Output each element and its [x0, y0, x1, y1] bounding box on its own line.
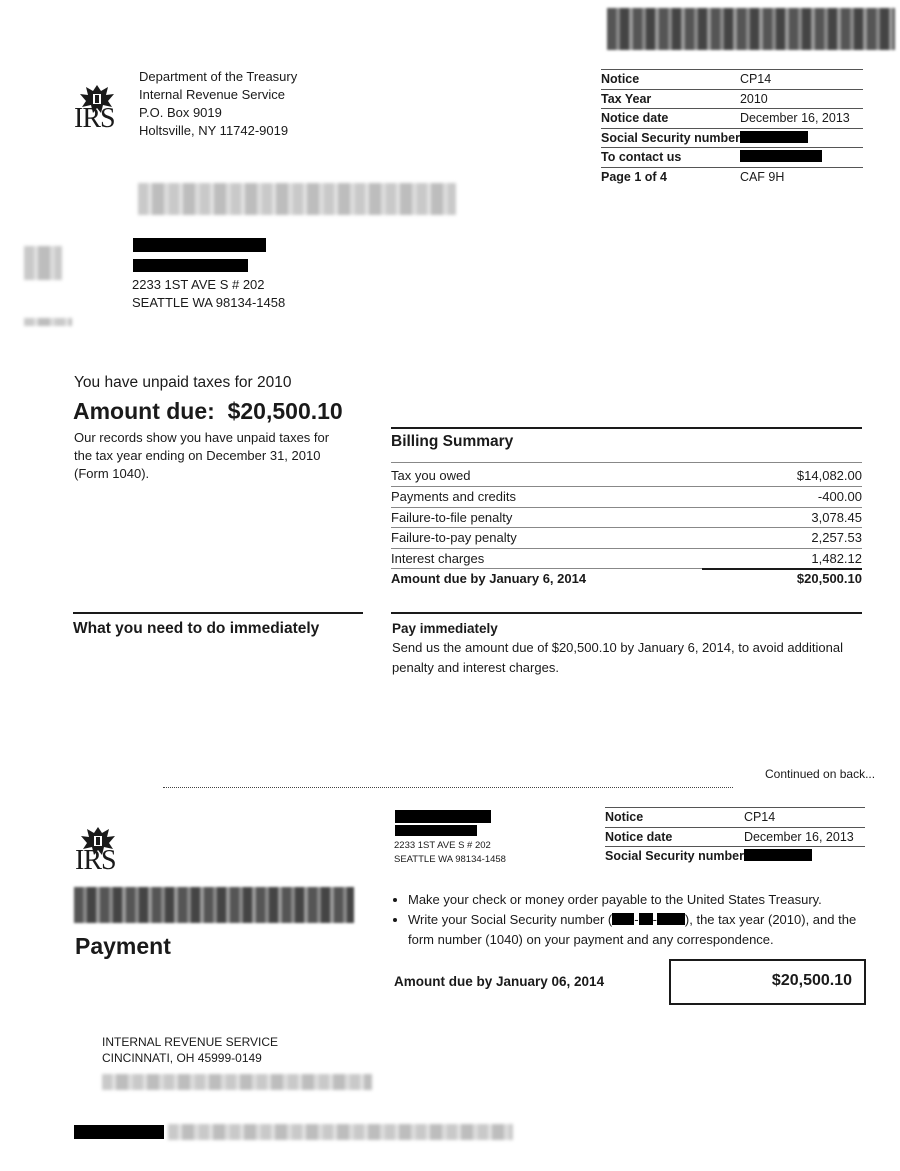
- stub-amount-label: Amount due by January 06, 2014: [394, 974, 605, 989]
- recipient-address-line: SEATTLE WA 98134-1458: [132, 295, 286, 310]
- billing-total-value: $20,500.10: [796, 570, 862, 586]
- sender-line: Holtsville, NY 11742-9019: [139, 123, 289, 138]
- contact-redacted: [740, 150, 822, 162]
- tax-year-row: [601, 89, 863, 109]
- recipient-address: [132, 276, 285, 312]
- billing-row: [391, 487, 862, 508]
- section-divider-right: [391, 612, 862, 614]
- sender-line: P.O. Box 9019: [139, 105, 222, 120]
- stub-address-line: 2233 1ST AVE S # 202: [394, 840, 491, 851]
- billing-row: [391, 466, 862, 487]
- irs-logo-text: IRS: [75, 845, 116, 876]
- ssn-row: [601, 128, 863, 148]
- pay-text: Send us the amount due of $20,500.10 by January 6, 2014, to avoid additional penalty and interest charges.: [392, 640, 844, 675]
- billing-value: -400.00: [817, 488, 862, 504]
- stub-date-label: Notice date: [605, 827, 744, 847]
- section-divider-left: [73, 612, 363, 614]
- billing-row: [391, 528, 862, 549]
- billing-total-row: [391, 569, 862, 589]
- notice-date-label: Notice date: [601, 109, 740, 129]
- tax-year-value: 2010: [740, 89, 863, 109]
- tear-line: [163, 787, 733, 788]
- sender-line: Department of the Treasury: [139, 69, 298, 84]
- tax-year-label: Tax Year: [601, 89, 740, 109]
- billing-label: Interest charges: [391, 551, 485, 567]
- stub-line-redacted: [395, 825, 477, 836]
- instruction-text: Write your Social Security number (: [408, 912, 613, 927]
- amount-due-label: Amount due:: [73, 398, 215, 424]
- notice-label: Notice: [601, 70, 740, 90]
- stub-date-value: December 16, 2013: [744, 827, 865, 847]
- instruction-item: • Make your check or money order payable to the United States Treasury.: [408, 890, 866, 910]
- notice-date-row: [601, 109, 863, 129]
- billing-summary-rule: [391, 427, 862, 429]
- billing-label: Failure-to-pay penalty: [391, 530, 517, 546]
- stub-notice-row: [605, 808, 865, 828]
- irs-logo-text: IRS: [74, 103, 115, 134]
- billing-row: [391, 508, 862, 529]
- redacted-line: [138, 183, 456, 215]
- sender-line: Internal Revenue Service: [139, 87, 285, 102]
- unpaid-subtitle: You have unpaid taxes for 2010: [74, 374, 292, 391]
- notice-value: CP14: [740, 70, 863, 90]
- redacted-mark: [24, 246, 62, 280]
- page-label: Page 1 of 4: [601, 169, 667, 184]
- redacted-band: [74, 887, 354, 923]
- billing-label: Tax you owed: [391, 468, 471, 483]
- unpaid-description: Our records show you have unpaid taxes for the tax year ending on December 31, 2010 (Form 1040).: [74, 430, 330, 481]
- scanline-redacted: [74, 1125, 164, 1139]
- billing-total-label: Amount due by January 6, 2014: [391, 570, 587, 586]
- ssn-part-redacted: [657, 913, 685, 925]
- stub-ssn-redacted: [744, 849, 812, 861]
- total-underline: [702, 568, 862, 570]
- stub-ssn-label: Social Security number: [605, 849, 744, 864]
- billing-row: [391, 549, 862, 569]
- payment-instructions: [392, 890, 866, 950]
- irs-logo: [72, 66, 128, 138]
- stub-ssn-row: [605, 847, 865, 866]
- ssn-part-redacted: [612, 913, 634, 925]
- notice-date-value: December 16, 2013: [740, 109, 863, 129]
- stub-amount-box[interactable]: [669, 959, 866, 1005]
- billing-value: 2,257.53: [811, 530, 862, 546]
- continued-note: Continued on back...: [765, 767, 876, 781]
- notice-row: [601, 70, 863, 90]
- billing-summary: [391, 427, 862, 589]
- irs-logo: [73, 808, 129, 880]
- scanline-blurred: [168, 1124, 513, 1140]
- stub-date-row: [605, 827, 865, 847]
- ssn-part-redacted: [639, 913, 653, 925]
- payment-title: Payment: [75, 933, 171, 959]
- irs-mailing-line: CINCINNATI, OH 45999-0149: [102, 1051, 262, 1065]
- caf-value: CAF 9H: [739, 169, 785, 184]
- billing-label: Failure-to-file penalty: [391, 509, 513, 525]
- amount-due-heading: [73, 396, 343, 426]
- billing-summary-title: Billing Summary: [391, 432, 862, 463]
- irs-mailing-line: INTERNAL REVENUE SERVICE: [102, 1035, 279, 1049]
- stub-notice-label: Notice: [605, 808, 744, 828]
- barcode-redacted: [607, 8, 895, 50]
- contact-label: To contact us: [601, 148, 740, 168]
- stub-address-line: SEATTLE WA 98134-1458: [394, 854, 506, 865]
- billing-value: 3,078.45: [811, 509, 862, 525]
- redacted-mark: [24, 318, 72, 326]
- ssn-redacted: [740, 131, 808, 143]
- stub-info-table: [605, 807, 865, 866]
- billing-label: Payments and credits: [391, 488, 517, 504]
- instruction-item: • Write your Social Security number ( - - ), the tax year (2010), and the form number (1040) on your payment and any correspondence.: [408, 910, 866, 950]
- instruction-text: ), the tax year (2010), and the form number (1040) on your payment and any correspondence.: [408, 912, 857, 947]
- ssn-label: Social Security number: [601, 128, 740, 148]
- billing-value: $14,082.00: [796, 468, 862, 483]
- sender-address: [139, 68, 297, 140]
- stub-amount-value: $20,500.10: [771, 972, 852, 989]
- stub-notice-value: CP14: [744, 808, 865, 828]
- recipient-line-redacted: [133, 259, 248, 272]
- todo-heading: What you need to do immediately: [73, 620, 320, 637]
- contact-row: [601, 148, 863, 168]
- notice-info-table: [601, 69, 863, 186]
- redacted-line: [102, 1074, 372, 1090]
- page-row: [601, 167, 863, 186]
- stub-address: [394, 839, 506, 867]
- billing-value: 1,482.12: [811, 551, 862, 567]
- recipient-address-line: 2233 1ST AVE S # 202: [132, 277, 265, 292]
- recipient-name-redacted: [133, 238, 266, 252]
- pay-heading: Pay immediately: [392, 621, 498, 636]
- stub-name-redacted: [395, 810, 491, 823]
- irs-mailing-address: [102, 1034, 278, 1066]
- amount-due-value: $20,500.10: [227, 398, 343, 424]
